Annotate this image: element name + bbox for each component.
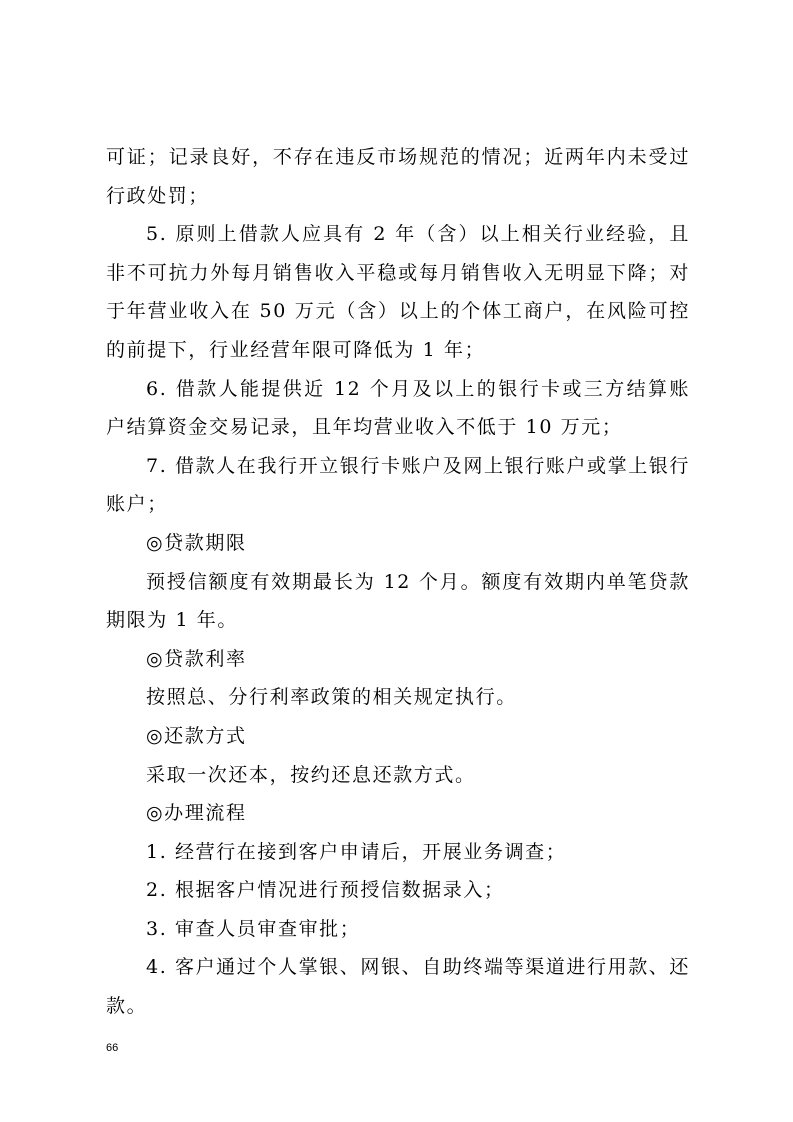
process-step-1: 1. 经营行在接到客户申请后，开展业务调查； — [146, 840, 567, 863]
section-heading-repayment: ◎还款方式 — [146, 724, 247, 747]
document-body — [106, 138, 690, 1026]
process-step-3: 3. 审查人员审查审批； — [146, 917, 361, 940]
paragraph-condition-7: 7. 借款人在我行开立银行卡账户及网上银行账户或掌上银行账户； — [106, 454, 690, 516]
paragraph-continued-eligibility: 可证；记录良好，不存在违反市场规范的情况；近两年内未受过行政处罚； — [106, 146, 690, 207]
section-heading-loan-term: ◎贷款期限 — [146, 531, 247, 554]
paragraph-repayment: 采取一次还本，按约还息还款方式。 — [146, 763, 476, 786]
paragraph-condition-5: 5. 原则上借款人应具有 2 年（含）以上相关行业经验，且非不可抗力外每月销售收入平稳或每月销售收入无明显下降；对于年营业收入在 50 万元（含）以上的个体工商户，在风险可控的前提下，行业经营年限可降低为 1 年； — [106, 223, 690, 361]
process-step-4: 4. 客户通过个人掌银、网银、自助终端等渠道进行用款、还款。 — [106, 956, 690, 1018]
paragraph-condition-6: 6. 借款人能提供近 12 个月及以上的银行卡或三方结算账户结算资金交易记录，且年均营业收入不低于 10 万元； — [106, 377, 690, 439]
section-heading-process: ◎办理流程 — [146, 802, 247, 825]
section-heading-interest-rate: ◎贷款利率 — [146, 647, 247, 670]
process-step-2: 2. 根据客户情况进行预授信数据录入； — [146, 879, 505, 902]
page-number: 66 — [106, 1042, 119, 1054]
paragraph-loan-term: 预授信额度有效期最长为 12 个月。额度有效期内单笔贷款期限为 1 年。 — [106, 570, 690, 632]
paragraph-interest-rate: 按照总、分行利率政策的相关规定执行。 — [146, 686, 517, 709]
